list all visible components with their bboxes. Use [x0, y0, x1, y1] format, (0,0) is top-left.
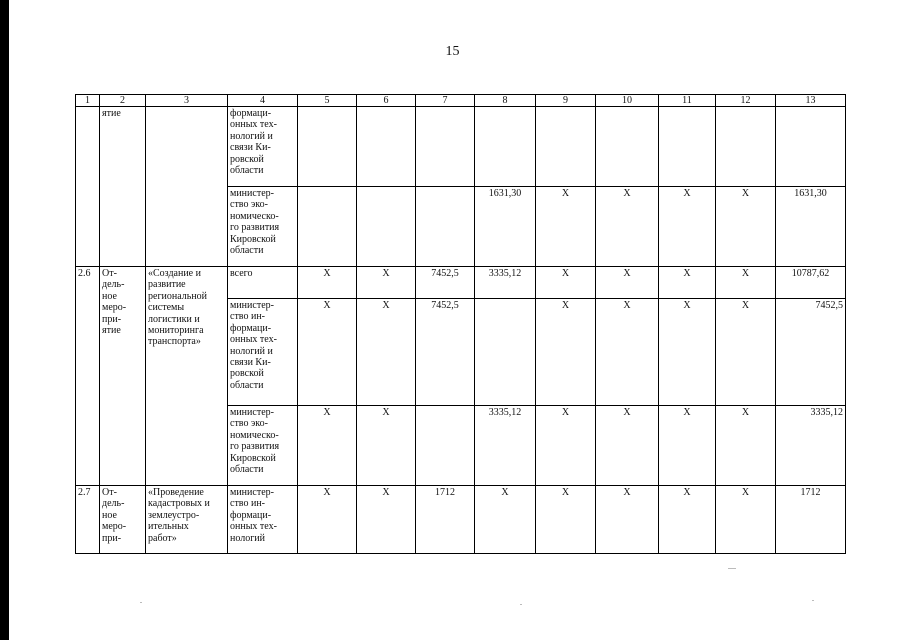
value-cell: 1712	[416, 486, 475, 554]
value-cell	[298, 187, 357, 267]
item-type-cell: От- дель- ное меро- при- ятие	[100, 267, 146, 486]
executor-cell: министер- ство ин- формаци- онных тех- нологий	[228, 486, 298, 554]
scan-speck	[812, 600, 814, 601]
executor-cell: министер- ство ин- формаци- онных тех- нологий и связи Ки- ровской области	[228, 299, 298, 406]
value-cell: X	[716, 267, 776, 299]
column-header: 1	[76, 95, 100, 107]
value-cell: X	[716, 187, 776, 267]
value-cell: X	[659, 267, 716, 299]
value-cell: X	[357, 406, 416, 486]
executor-cell: всего	[228, 267, 298, 299]
value-cell: X	[298, 267, 357, 299]
value-cell: X	[298, 406, 357, 486]
value-cell: 3335,12	[475, 406, 536, 486]
value-cell: X	[659, 299, 716, 406]
item-type-cell: От- дель- ное меро- при-	[100, 486, 146, 554]
column-header: 9	[536, 95, 596, 107]
value-cell	[416, 406, 475, 486]
column-header: 3	[146, 95, 228, 107]
value-cell: X	[536, 486, 596, 554]
column-header: 8	[475, 95, 536, 107]
scan-speck	[520, 604, 522, 605]
value-cell: 1712	[776, 486, 846, 554]
program-table	[75, 94, 846, 554]
column-header: 13	[776, 95, 846, 107]
value-cell: X	[357, 267, 416, 299]
value-cell: 1631,30	[475, 187, 536, 267]
column-header-row	[76, 95, 846, 107]
value-cell: X	[716, 406, 776, 486]
column-header: 10	[596, 95, 659, 107]
value-cell	[659, 107, 716, 187]
executor-cell: министер- ство эко- номическо- го развития Кировской области	[228, 406, 298, 486]
item-number-cell: 2.6	[76, 267, 100, 486]
value-cell: 7452,5	[416, 267, 475, 299]
item-number-cell	[76, 107, 100, 267]
value-cell: X	[659, 406, 716, 486]
value-cell: X	[596, 267, 659, 299]
value-cell: X	[659, 187, 716, 267]
table-row	[76, 486, 846, 554]
column-header: 2	[100, 95, 146, 107]
value-cell: X	[716, 486, 776, 554]
column-header: 12	[716, 95, 776, 107]
scan-edge-bar	[0, 0, 9, 640]
value-cell: X	[596, 406, 659, 486]
column-header: 6	[357, 95, 416, 107]
item-number-cell: 2.7	[76, 486, 100, 554]
column-header: 11	[659, 95, 716, 107]
value-cell	[416, 187, 475, 267]
value-cell	[536, 107, 596, 187]
value-cell	[298, 107, 357, 187]
value-cell	[357, 107, 416, 187]
item-name-cell: «Проведение кадастровых и землеустро- ительных работ»	[146, 486, 228, 554]
page-number: 15	[445, 44, 460, 59]
value-cell: 7452,5	[776, 299, 846, 406]
value-cell: X	[536, 187, 596, 267]
value-cell: X	[596, 187, 659, 267]
value-cell: X	[536, 267, 596, 299]
value-cell: X	[716, 299, 776, 406]
item-name-cell: «Создание и развитие региональной системы логистики и мониторинга транспорта»	[146, 267, 228, 486]
value-cell	[475, 107, 536, 187]
value-cell: 3335,12	[475, 267, 536, 299]
value-cell: X	[536, 299, 596, 406]
value-cell: X	[357, 486, 416, 554]
value-cell	[475, 299, 536, 406]
value-cell: 10787,62	[776, 267, 846, 299]
scan-speck	[140, 602, 142, 603]
column-header: 5	[298, 95, 357, 107]
column-header: 4	[228, 95, 298, 107]
item-name-cell	[146, 107, 228, 267]
executor-cell: формаци- онных тех- нологий и связи Ки- ровской области	[228, 107, 298, 187]
table-row	[76, 107, 846, 187]
value-cell: 1631,30	[776, 187, 846, 267]
value-cell: X	[357, 299, 416, 406]
value-cell: X	[536, 406, 596, 486]
value-cell	[776, 107, 846, 187]
value-cell: X	[298, 299, 357, 406]
column-header: 7	[416, 95, 475, 107]
value-cell: X	[659, 486, 716, 554]
table-row	[76, 267, 846, 299]
value-cell: X	[596, 299, 659, 406]
value-cell: X	[298, 486, 357, 554]
value-cell: X	[475, 486, 536, 554]
value-cell: X	[596, 486, 659, 554]
value-cell: 3335,12	[776, 406, 846, 486]
scan-speck	[728, 568, 736, 569]
executor-cell: министер- ство эко- номическо- го развития Кировской области	[228, 187, 298, 267]
item-type-cell: ятие	[100, 107, 146, 267]
value-cell	[357, 187, 416, 267]
value-cell: 7452,5	[416, 299, 475, 406]
value-cell	[596, 107, 659, 187]
value-cell	[416, 107, 475, 187]
value-cell	[716, 107, 776, 187]
